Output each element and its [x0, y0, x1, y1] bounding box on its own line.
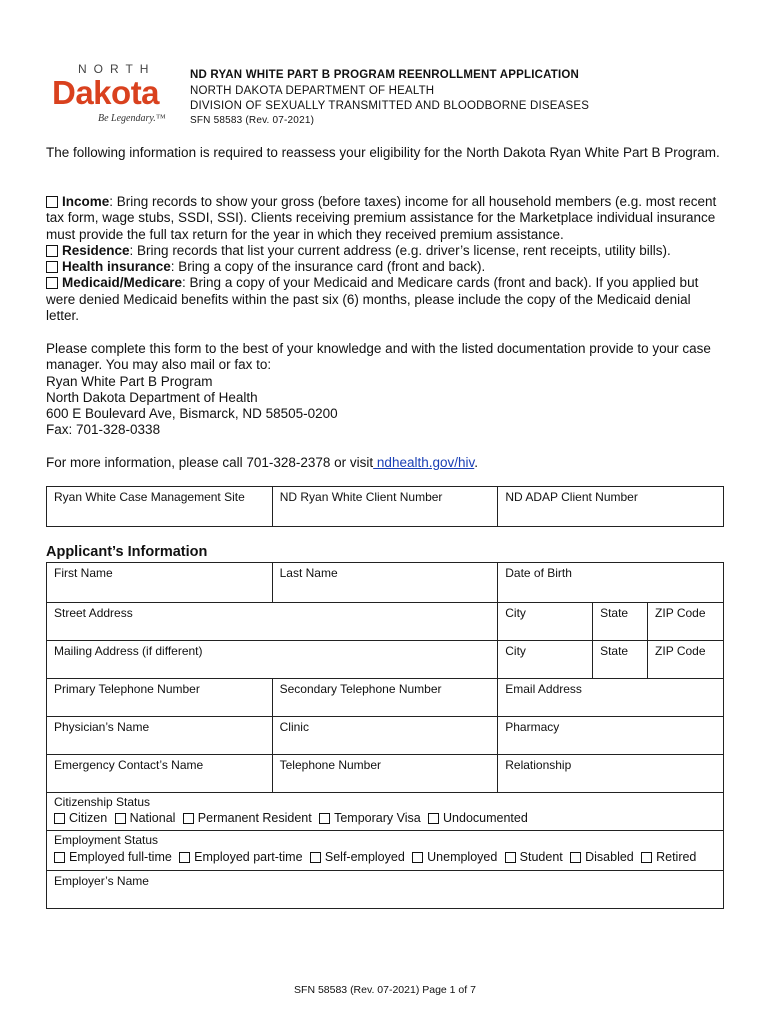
requirement-health-insurance — [46, 259, 726, 275]
employment-status-label: Employment Status — [54, 833, 159, 847]
national-checkbox[interactable] — [115, 813, 126, 824]
disabled-checkbox[interactable] — [570, 852, 581, 863]
option-label: Citizen — [69, 811, 108, 825]
option-label: Self-employed — [324, 850, 405, 864]
option-label: Permanent Resident — [197, 811, 312, 825]
employed-full-time-checkbox[interactable] — [54, 852, 65, 863]
citizenship-status-row — [47, 793, 724, 831]
medicaid-checkbox[interactable] — [46, 277, 58, 289]
requirement-text: : Bring a copy of your Medicaid and Medicare cards (front and back). If you applied but were denied Medicaid benefits within the past six (6) months, please include the copy of the Medicaid denial letter. — [46, 275, 699, 324]
requirements-list — [46, 194, 726, 324]
citizen-checkbox[interactable] — [54, 813, 65, 824]
requirement-text: : Bring records to show your gross (before taxes) income for all household members (e.g. most recent tax form, wage stubs, SSDI, SSI). Clients receiving premium assistance for the Marketplace individual insurance must provide the full tax return for the year in which they received premium assistance. — [46, 194, 717, 242]
ndhealth-link[interactable]: ndhealth.gov/hiv — [373, 455, 475, 470]
option-label: Employed part-time — [194, 850, 303, 864]
self-employed-checkbox[interactable] — [310, 852, 321, 863]
option-label: Temporary Visa — [334, 811, 421, 825]
more-info-text: For more information, please call 701-328-2378 or visit — [46, 455, 374, 470]
requirement-label: Income — [62, 194, 110, 209]
option-label: Disabled — [585, 850, 634, 864]
mailing-address-field[interactable]: Mailing Address (if different) — [47, 641, 498, 679]
student-checkbox[interactable] — [505, 852, 516, 863]
requirement-label: Health insurance — [62, 259, 171, 275]
mailing-state-field[interactable]: State — [593, 641, 648, 679]
residence-checkbox[interactable] — [46, 245, 58, 257]
address-line: Ryan White Part B Program — [46, 373, 213, 389]
address-line: 600 E Boulevard Ave, Bismarck, ND 58505-0200 — [46, 406, 338, 422]
physician-name-field[interactable]: Physician’s Name — [47, 717, 273, 755]
first-name-field[interactable]: First Name — [47, 563, 273, 603]
requirement-label: Residence — [62, 242, 130, 258]
option-label: Employed full-time — [69, 850, 172, 864]
clinic-field[interactable]: Clinic — [272, 717, 498, 755]
case-management-site-field[interactable]: Ryan White Case Management Site — [47, 487, 273, 527]
mailing-zip-code-field[interactable]: ZIP Code — [648, 641, 724, 679]
applicant-info-table — [46, 562, 724, 909]
applicant-section-title: Applicant’s Information — [46, 544, 208, 560]
more-info-line — [46, 455, 726, 471]
logo-dakota-text: Dakota — [52, 74, 160, 111]
form-number: SFN 58583 (Rev. 07-2021) — [190, 115, 315, 126]
requirement-residence — [46, 243, 726, 259]
address-line: North Dakota Department of Health — [46, 389, 258, 405]
adap-client-number-field[interactable]: ND ADAP Client Number — [498, 487, 724, 527]
more-info-suffix: . — [474, 455, 479, 470]
page-footer: SFN 58583 (Rev. 07-2021) Page 1 of 7 — [294, 984, 476, 996]
option-label: Unemployed — [427, 850, 498, 864]
temporary-visa-checkbox[interactable] — [319, 813, 330, 824]
department-name: NORTH DAKOTA DEPARTMENT OF HEALTH — [190, 85, 435, 97]
date-of-birth-field[interactable]: Date of Birth — [498, 563, 724, 603]
requirement-text: : Bring a copy of the insurance card (front and back). — [170, 259, 486, 275]
employment-status-row — [47, 831, 724, 871]
citizenship-status-label: Citizenship Status — [54, 795, 151, 809]
option-label: Retired — [656, 850, 697, 864]
relationship-field[interactable]: Relationship — [498, 755, 724, 793]
emergency-contact-field[interactable]: Emergency Contact’s Name — [47, 755, 273, 793]
requirement-income — [46, 194, 726, 243]
intro-paragraph: The following information is required to reassess your eligibility for the North Dakota Ryan White Part B Program. — [46, 145, 720, 160]
division-name: DIVISION OF SEXUALLY TRANSMITTED AND BLOODBORNE DISEASES — [190, 100, 590, 112]
unemployed-checkbox[interactable] — [412, 852, 423, 863]
state-field[interactable]: State — [593, 603, 648, 641]
undocumented-checkbox[interactable] — [428, 813, 439, 824]
client-numbers-table — [46, 486, 724, 527]
ryan-white-client-number-field[interactable]: ND Ryan White Client Number — [272, 487, 498, 527]
instructions-block — [46, 341, 726, 439]
instructions-text: Please complete this form to the best of your knowledge and with the listed documentation provide to your case manager. You may also mail or fax to: — [46, 341, 711, 373]
city-field[interactable]: City — [498, 603, 593, 641]
option-label: National — [129, 811, 176, 825]
requirement-label: Medicaid/Medicare — [62, 275, 183, 291]
logo-tagline: Be Legendary.™ — [98, 113, 166, 124]
street-address-field[interactable]: Street Address — [47, 603, 498, 641]
logo-north-text: NORTH — [78, 62, 156, 76]
pharmacy-field[interactable]: Pharmacy — [498, 717, 724, 755]
secondary-telephone-field[interactable]: Secondary Telephone Number — [272, 679, 498, 717]
mailing-city-field[interactable]: City — [498, 641, 593, 679]
emergency-telephone-field[interactable]: Telephone Number — [272, 755, 498, 793]
employer-name-field[interactable]: Employer’s Name — [47, 871, 724, 909]
income-checkbox[interactable] — [46, 196, 58, 208]
permanent-resident-checkbox[interactable] — [183, 813, 194, 824]
health-insurance-checkbox[interactable] — [46, 261, 58, 273]
email-address-field[interactable]: Email Address — [498, 679, 724, 717]
zip-code-field[interactable]: ZIP Code — [648, 603, 724, 641]
primary-telephone-field[interactable]: Primary Telephone Number — [47, 679, 273, 717]
retired-checkbox[interactable] — [641, 852, 652, 863]
employed-part-time-checkbox[interactable] — [179, 852, 190, 863]
fax-number: Fax: 701-328-0338 — [46, 422, 161, 438]
last-name-field[interactable]: Last Name — [272, 563, 498, 603]
option-label: Undocumented — [443, 811, 528, 825]
requirement-text: : Bring records that list your current address (e.g. driver’s license, rent receipts, utility bills). — [129, 242, 671, 258]
requirement-medicaid — [46, 275, 726, 324]
form-title: ND RYAN WHITE PART B PROGRAM REENROLLMENT APPLICATION — [190, 69, 580, 81]
option-label: Student — [519, 850, 563, 864]
